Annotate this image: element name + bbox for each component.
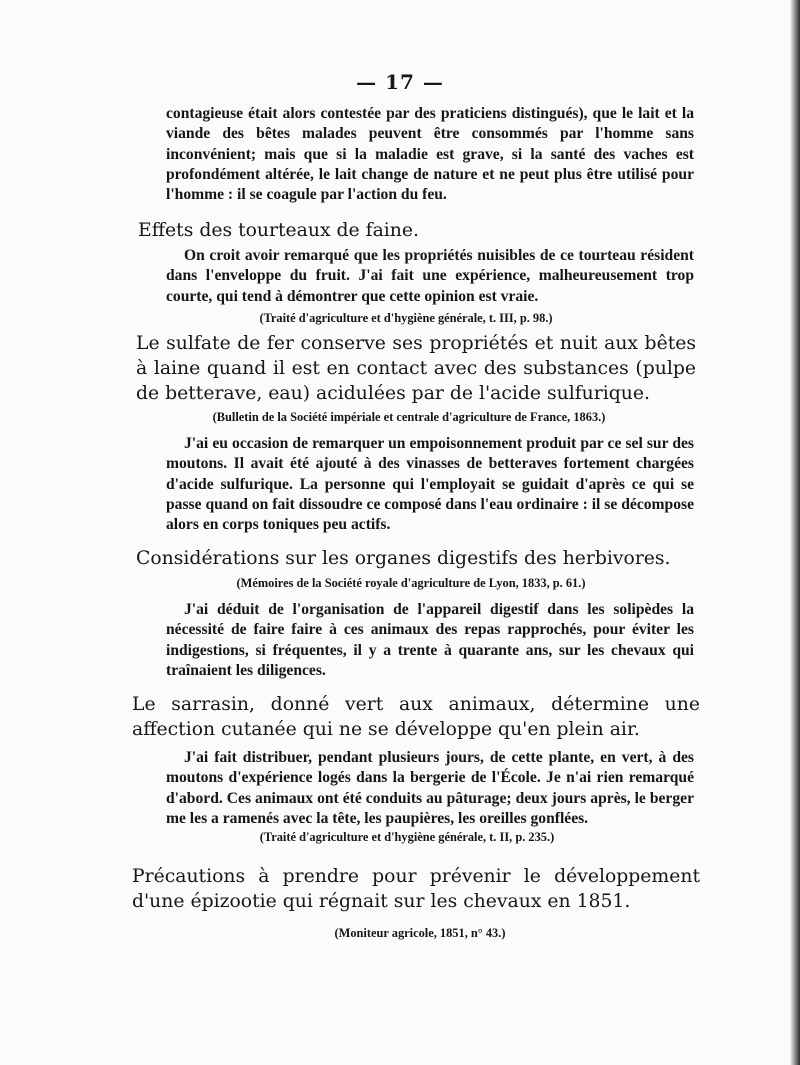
paragraph-solipedes: J'ai déduit de l'organisation de l'appareil digestif dans les solipèdes la nécessité de faire faire à ces animaux des repas rapprochés, pour éviter les indigestions, si fréquentes, il y a trente à quarante ans, sur les chevaux qui traînaient les diligences. (166, 601, 694, 679)
heading-tourteaux-faine: Effets des tourteaux de faine. (138, 220, 419, 241)
paragraph-tourteaux-faine: On croit avoir remarqué que les propriétés nuisibles de ce tourteau résident dans l'enveloppe du fruit. J'ai fait une expérience, malheureusement trop courte, qui tend à démontrer que cette opinion est vraie. (166, 247, 694, 305)
source-moniteur-1851: (Moniteur agricole, 1851, n° 43.) (334, 926, 506, 940)
heading-precautions-epizootie: Précautions à prendre pour prévenir le développement d'une épizootie qui régnait sur les chevaux en 1851. (132, 866, 700, 912)
source-traite-t2-p235: (Traité d'agriculture et d'hygiène générale, t. II, p. 235.) (259, 830, 555, 844)
source-traite-t3-p98: (Traité d'agriculture et d'hygiène générale, t. III, p. 98.) (259, 311, 553, 325)
source-bulletin-1863: (Bulletin de la Société impériale et centrale d'agriculture de France, 1863.) (212, 410, 606, 424)
page-number: — 17 — (356, 70, 444, 94)
heading-organes-digestifs: Considérations sur les organes digestifs des herbivores. (136, 548, 671, 569)
paragraph-empoisonnement-moutons: J'ai eu occasion de remarquer un empoisonnement produit par ce sel sur des moutons. Il avait été ajouté à des vinasses de betteraves fortement chargées d'acide sulfurique. La personne qui l'employait se guidait d'après ce qui se passe quand on fait dissoudre ce composé dans l'eau ordinaire : il se décompose alors en corps toniques peu actifs. (166, 435, 694, 534)
heading-sarrasin: Le sarrasin, donné vert aux animaux, détermine une affection cutanée qui ne se développe qu'en plein air. (132, 694, 700, 740)
source-memoires-lyon-1833: (Mémoires de la Société royale d'agriculture de Lyon, 1833, p. 61.) (236, 576, 586, 590)
paragraph-contagion-continued: contagieuse était alors contestée par des praticiens distingués), que le lait et la viande des bêtes malades peuvent être consommés par l'homme sans inconvénient; mais que si la maladie est grave, si la santé des vaches est profondément altérée, le lait change de nature et ne peut plus être utilisé pour l'homme : il se coagule par l'action du feu. (166, 105, 694, 204)
paragraph-sarrasin-experience: J'ai fait distribuer, pendant plusieurs jours, de cette plante, en vert, à des moutons d'expérience logés dans la bergerie de l'École. Je n'ai rien remarqué d'abord. Ces animaux ont été conduits au pâturage; deux jours après, le berger me les a ramenés avec la tête, les paupières, les oreilles gonflées. (166, 749, 694, 827)
heading-sulfate-de-fer: Le sulfate de fer conserve ses propriétés et nuit aux bêtes à laine quand il est en contact avec des substances (pulpe de betterave, eau) acidulées par de l'acide sulfurique. (136, 333, 696, 404)
